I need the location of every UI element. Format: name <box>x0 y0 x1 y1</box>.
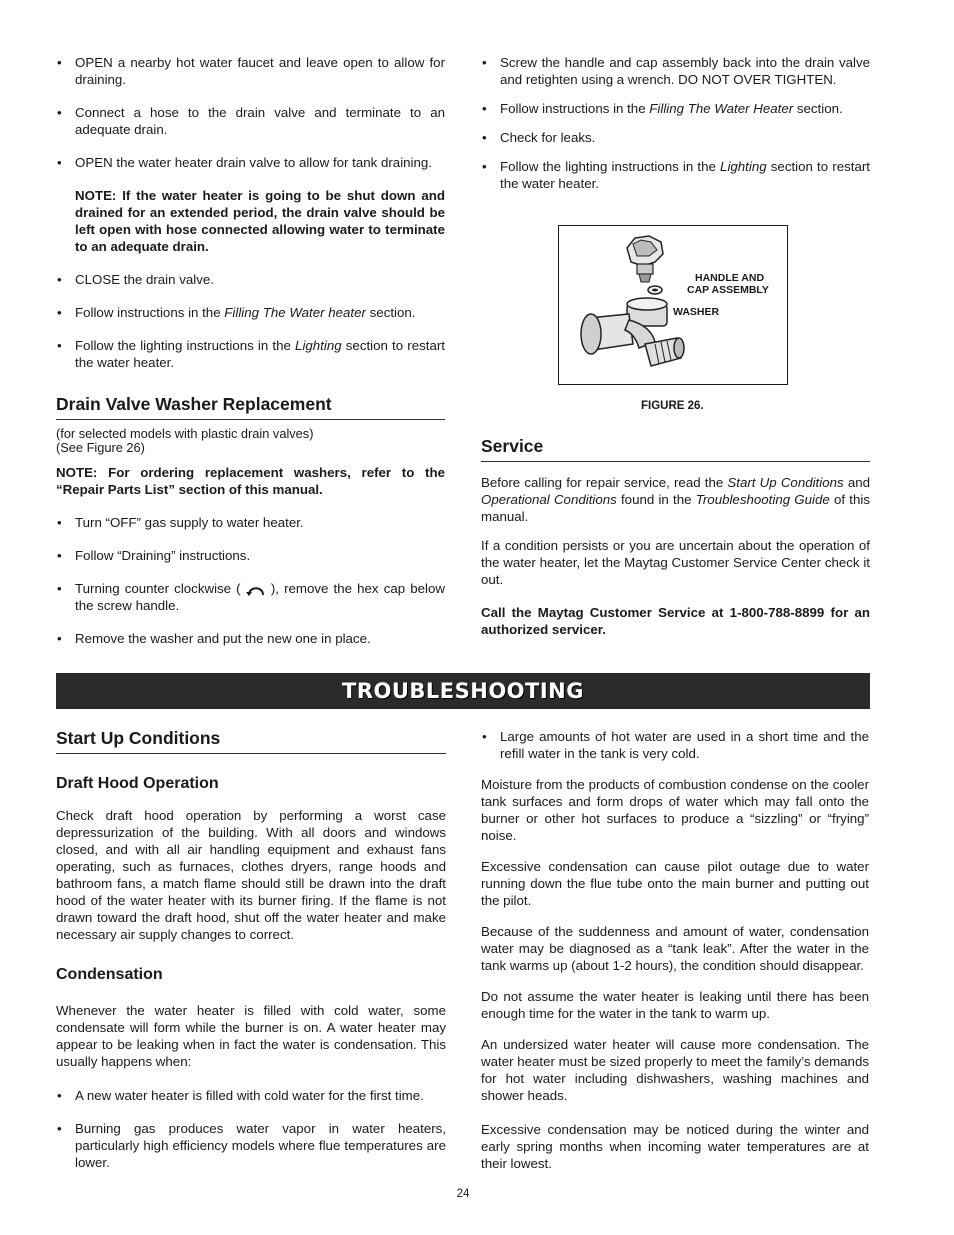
banner-title: TROUBLESHOOTING <box>342 679 584 703</box>
italic-ref: Troubleshooting Guide <box>695 492 830 507</box>
condensation-causes-list-cont <box>481 728 869 762</box>
text-span: ), remove the hex cap below the screw handle. <box>75 581 445 613</box>
text-span: found in the <box>616 492 696 507</box>
reassembly-steps-list <box>481 54 870 192</box>
condensation-paragraph-4: Do not assume the water heater is leaking until there has been enough time for the water in the tank to warm up. <box>481 989 869 1021</box>
figure-26 <box>558 225 788 385</box>
subtitle-line: (for selected models with plastic drain valves) <box>56 426 314 441</box>
list-item: • Burning gas produces water vapor in water heaters, particularly high efficiency models where flue temperatures are lower. <box>56 1120 446 1171</box>
list-item: • OPEN a nearby hot water faucet and leave open to allow for draining. <box>56 54 445 88</box>
drain-valve-illustration <box>559 226 787 384</box>
draft-hood-text: Check draft hood operation by performing a worst case depressurization of the building. With all doors and windows closed, and with all air handling equipment and exhaust fans operating, such as furnaces, clothes dryers, range hoods and bathroom fans, a match flame should still be drawn into the draft hood of the water heater with its burner firing. If the flame is not drawn toward the draft hood, shut off the water heater and make necessary air supply changes to correct. <box>56 808 446 942</box>
list-item: • Connect a hose to the drain valve and terminate to an adequate drain. <box>56 104 445 138</box>
text-span: Before calling for repair service, read the <box>481 475 728 490</box>
washer-steps-list <box>56 514 445 647</box>
list-item: • Turn “OFF” gas supply to water heater. <box>56 514 445 531</box>
list-item <box>56 337 445 371</box>
condensation-paragraph-3: Because of the suddenness and amount of water, condensation water may be diagnosed as a “tank leak”. After the water in the tank warms up (about 1-2 hours), the condition should disappear. <box>481 924 869 973</box>
condensation-paragraph-6: Excessive condensation may be noticed during the winter and early spring months when incoming water temperatures are at their lowest. <box>481 1122 869 1171</box>
washer-drawing <box>648 286 662 294</box>
list-item <box>56 580 445 614</box>
label-handle: HANDLE AND <box>695 272 765 284</box>
right-top-column <box>481 54 870 192</box>
text-span: and <box>843 475 871 490</box>
list-item: • Remove the washer and put the new one in place. <box>56 630 445 647</box>
list-item: • A new water heater is filled with cold water for the first time. <box>56 1087 446 1104</box>
condensation-paragraph-1: Moisture from the products of combustion condense on the cooler tank surfaces and form drops of water which may fall onto the burner or other hot surfaces to produce a “sizzling” or “frying” noise. <box>481 777 869 843</box>
draft-hood-heading: Draft Hood Operation <box>56 775 219 792</box>
troubleshooting-banner <box>56 673 870 709</box>
text-span: Follow instructions in the <box>500 101 650 116</box>
list-item: • OPEN the water heater drain valve to allow for tank draining. <box>56 154 445 171</box>
list-item: • Large amounts of hot water are used in a short time and the refill water in the tank is very cold. <box>481 728 869 762</box>
service-heading: Service <box>481 436 870 462</box>
list-item: • Follow “Draining” instructions. <box>56 547 445 564</box>
text-span: section. <box>793 101 843 116</box>
service-paragraph-1 <box>481 474 870 525</box>
list-item: • CLOSE the drain valve. <box>56 271 445 288</box>
label-cap: CAP ASSEMBLY <box>687 284 769 296</box>
page-number: 24 <box>456 1188 470 1200</box>
italic-ref: Filling The Water Heater <box>649 101 794 116</box>
italic-ref: Start Up Conditions <box>727 475 844 490</box>
list-item: • Screw the handle and cap assembly back into the drain valve and retighten using a wrench. DO NOT OVER TIGHTEN. <box>481 54 870 88</box>
text-span: of this manual. <box>481 492 870 524</box>
valve-body-drawing <box>581 298 684 366</box>
list-item: • Check for leaks. <box>481 129 870 146</box>
drain-note: NOTE: If the water heater is going to be shut down and drained for an extended period, the drain valve should be left open with hose connected allowing water to terminate to an adequate drain. <box>75 188 445 254</box>
list-item <box>481 158 870 192</box>
draining-steps-list <box>56 54 445 171</box>
condensation-heading: Condensation <box>56 966 163 983</box>
text-span: Follow the lighting instructions in the <box>75 338 296 353</box>
italic-ref: Filling The Water heater <box>224 305 366 320</box>
italic-ref: Lighting <box>720 159 767 174</box>
right-bottom-column <box>481 728 869 1172</box>
italic-ref: Operational Conditions <box>481 492 617 507</box>
list-item <box>56 304 445 321</box>
text-span: section to restart the water heater. <box>75 338 445 370</box>
left-top-column <box>56 54 445 647</box>
condensation-text: Whenever the water heater is filled with cold water, some condensate will form while the burner is on. A water heater may appear to be leaking when in fact the water is condensation. This usually happens when: <box>56 1003 446 1069</box>
startup-heading: Start Up Conditions <box>56 728 446 754</box>
text-span: section to restart the water heater. <box>500 159 870 191</box>
service-call-note: Call the Maytag Customer Service at 1-800-788-8899 for an authorized servicer. <box>481 605 870 637</box>
subtitle-line: (See Figure 26) <box>56 440 145 455</box>
text-span: section. <box>365 305 416 320</box>
left-bottom-column <box>56 728 446 1171</box>
figure-caption: FIGURE 26. <box>641 400 704 412</box>
condensation-paragraph-5: An undersized water heater will cause more condensation. The water heater must be sized properly to meet the family’s demands for hot water including dishwashers, washing machines and shower heads. <box>481 1037 869 1103</box>
drain-washer-heading: Drain Valve Washer Replacement <box>56 394 445 420</box>
list-item <box>481 100 870 117</box>
service-section <box>481 436 870 638</box>
label-washer: WASHER <box>673 306 720 318</box>
text-span: Follow the lighting instructions in the <box>500 159 721 174</box>
handle-cap-drawing <box>627 236 663 282</box>
counter-clockwise-icon <box>246 581 266 597</box>
washer-note: NOTE: For ordering replacement washers, refer to the “Repair Parts List” section of this manual. <box>56 465 445 497</box>
drain-washer-subtitle <box>56 427 445 455</box>
service-paragraph-2: If a condition persists or you are uncertain about the operation of the water heater, let the Maytag Customer Service Center check it out. <box>481 538 870 587</box>
text-span: Follow instructions in the <box>75 305 225 320</box>
text-span: Turning counter clockwise ( <box>75 581 246 596</box>
condensation-paragraph-2: Excessive condensation can cause pilot outage due to water running down the flue tube onto the main burner and putting out the pilot. <box>481 859 869 908</box>
draining-steps-list-2 <box>56 271 445 371</box>
condensation-causes-list <box>56 1087 446 1171</box>
italic-ref: Lighting <box>295 338 342 353</box>
